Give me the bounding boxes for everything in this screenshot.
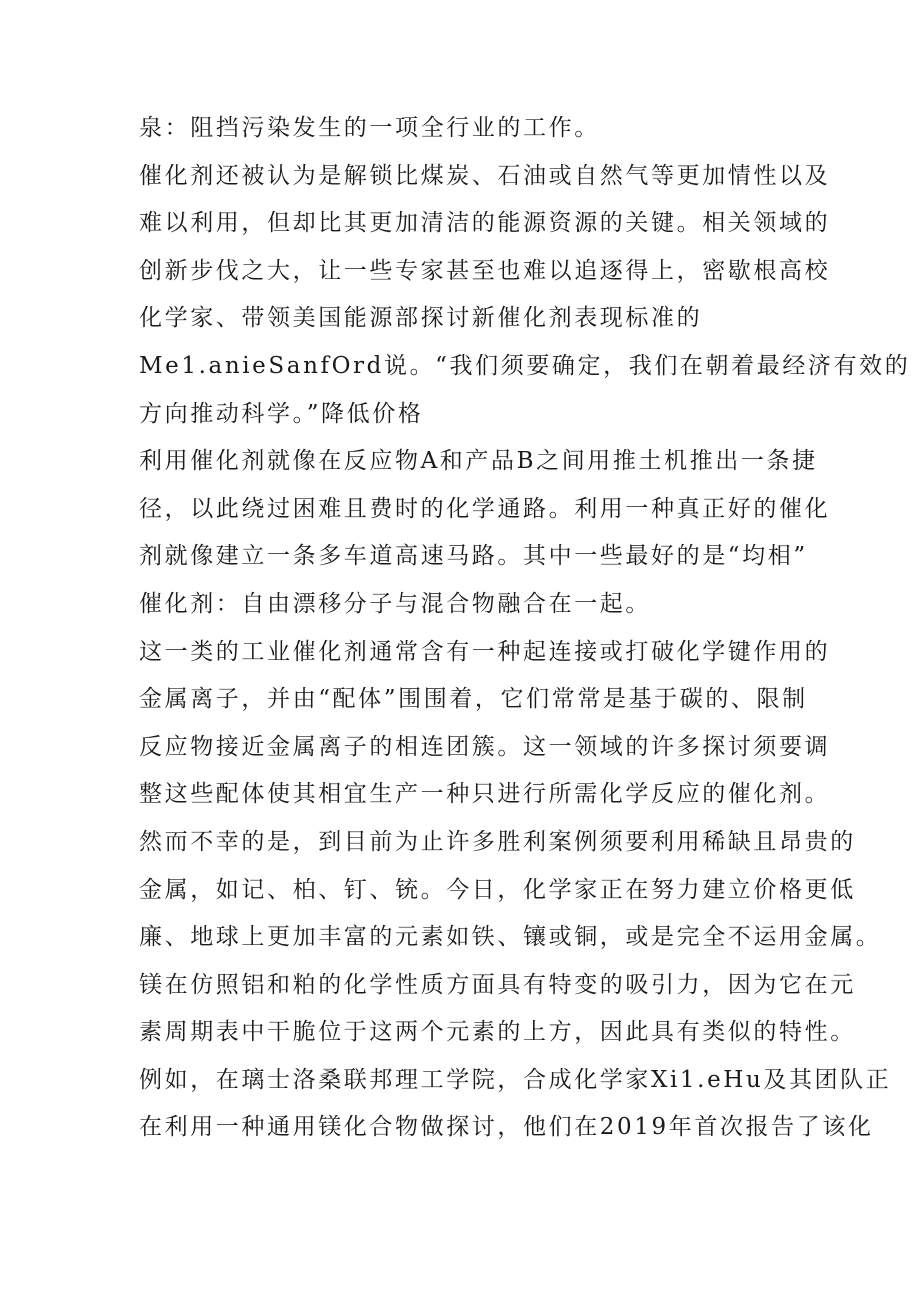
text-line: 剂就像建立一条多车道高速马路。其中一些最好的是“均相” [139,543,808,570]
text-line: 在利用一种通用镁化合物做探讨，他们在2019年首次报告了该化 [139,1114,874,1141]
text-line: 难以利用，但却比其更加清洁的能源资源的关键。相关领域的 [139,210,831,237]
text-line: 素周期表中干脆位于这两个元素的上方，因此具有类似的特性。 [139,1019,856,1046]
text-line: 利用催化剂就像在反应物A和产品B之间用推土机推出一条捷 [139,448,818,475]
text-line: 径，以此绕过困难且费时的化学通路。利用一种真正好的催化 [139,495,831,522]
text-line: 这一类的工业催化剂通常含有一种起连接或打破化学键作用的 [139,638,831,665]
text-line: 金属离子，并由“配体”围围着，它们常常是基于碳的、限制 [139,686,808,713]
text-line: 泉：阻挡污染发生的一项全行业的工作。 [139,115,600,141]
text-line: 金属，如记、柏、钉、铳。今日，化学家正在努力建立价格更低 [139,876,856,903]
text-line: 整这些配体使其相宜生产一种只进行所需化学反应的催化剂。 [139,781,831,808]
text-line: 然而不幸的是，到目前为止许多胜利案例须要利用稀缺且昂贵的 [139,828,856,855]
text-line: 方向推动科学。”降低价格 [139,400,424,427]
text-line: 例如，在璃士洛桑联邦理工学院，合成化学家Xi1.eHu及其团队正 [139,1066,892,1093]
text-line: 廉、地球上更加丰富的元素如铁、镶或铜，或是完全不运用金属。 [139,924,882,951]
text-line: 镁在仿照铝和粕的化学性质方面具有特变的吸引力，因为它在元 [139,971,856,998]
text-line: 催化剂：自由漂移分子与混合物融合在一起。 [139,590,651,617]
body-text [139,105,911,1152]
text-line: 催化剂还被认为是解锁比煤炭、石油或自然气等更加情性以及 [139,162,831,189]
text-line: Me1.anieSanfOrd说。“我们须要确定，我们在朝着最经济有效的 [139,352,911,379]
text-line: 化学家、带领美国能源部探讨新催化剂表现标准的 [139,305,703,332]
text-line: 反应物接近金属离子的相连团簇。这一领域的许多探讨须要调 [139,733,831,760]
text-line: 创新步伐之大，让一些专家甚至也难以追逐得上，密歇根高校 [139,257,831,284]
